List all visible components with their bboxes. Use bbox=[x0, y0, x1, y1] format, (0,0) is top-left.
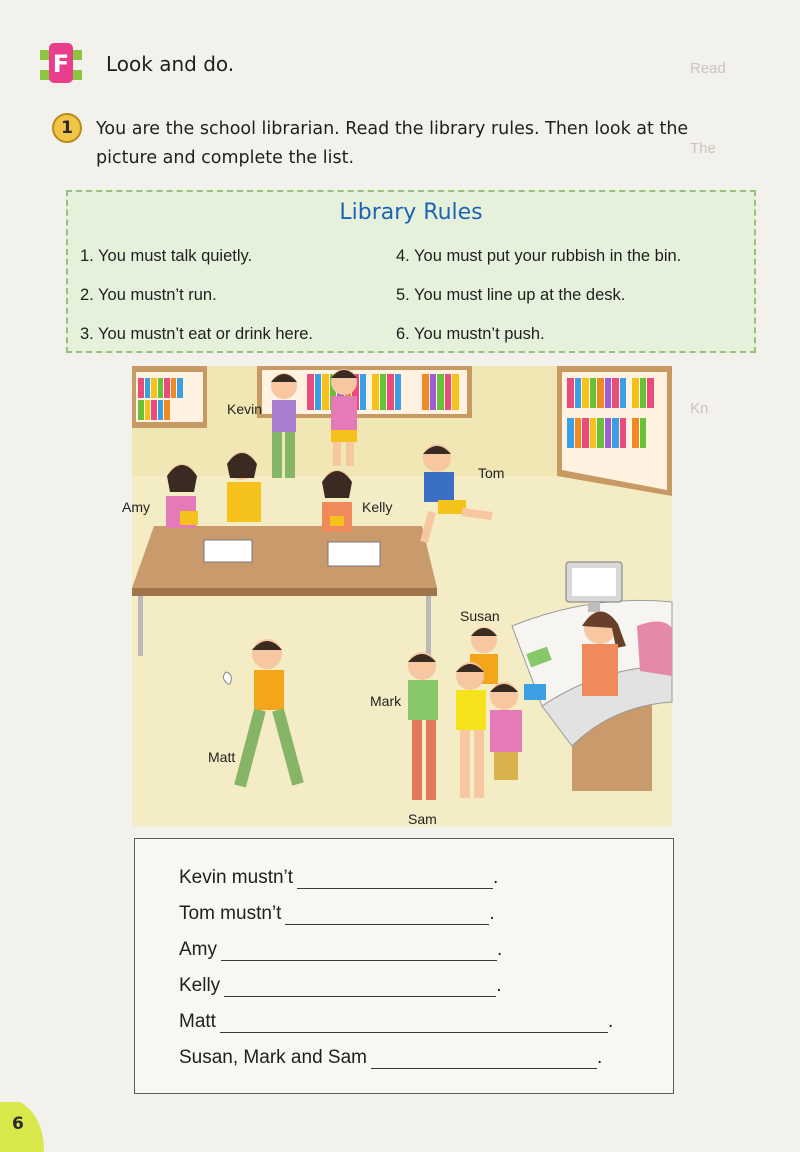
answer-blank[interactable] bbox=[297, 874, 493, 889]
label-sam: Sam bbox=[408, 811, 437, 827]
list-prefix: Susan, Mark and Sam bbox=[179, 1047, 367, 1068]
label-mark: Mark bbox=[370, 693, 402, 709]
rule-4: 4. You must put your rubbish in the bin. bbox=[396, 247, 682, 265]
list-item[interactable]: Kelly . bbox=[179, 975, 502, 996]
label-kevin: Kevin bbox=[227, 401, 263, 417]
page-number: 6 bbox=[12, 1114, 24, 1134]
completion-list-box bbox=[134, 838, 674, 1094]
rules-title: Library Rules bbox=[339, 200, 483, 225]
rule-6: 6. You mustn’t push. bbox=[396, 325, 545, 343]
answer-blank[interactable] bbox=[285, 910, 489, 925]
rule-1: 1. You must talk quietly. bbox=[80, 247, 253, 265]
answer-blank[interactable] bbox=[221, 946, 497, 961]
section-title: Look and do. bbox=[106, 52, 235, 76]
bookshelf-left bbox=[132, 366, 207, 428]
library-illustration bbox=[122, 366, 672, 827]
label-amy: Amy bbox=[122, 499, 150, 515]
library-rules-box bbox=[66, 190, 756, 353]
list-item[interactable]: Tom mustn’t . bbox=[179, 903, 495, 924]
list-prefix: Kelly bbox=[179, 975, 221, 996]
list-prefix: Kevin mustn’t bbox=[179, 867, 294, 888]
girl-talking-figure bbox=[227, 452, 261, 522]
page-corner-decoration bbox=[0, 1102, 50, 1152]
rule-3: 3. You mustn’t eat or drink here. bbox=[80, 325, 313, 343]
list-prefix: Matt bbox=[179, 1011, 216, 1032]
answer-blank[interactable] bbox=[224, 982, 496, 997]
list-prefix: Amy bbox=[179, 939, 217, 960]
answer-blank[interactable] bbox=[371, 1054, 597, 1069]
list-item[interactable]: Susan, Mark and Sam . bbox=[179, 1047, 603, 1068]
rule-2: 2. You mustn’t run. bbox=[80, 286, 217, 304]
list-item[interactable]: Kevin mustn’t . bbox=[179, 867, 499, 888]
list-item[interactable]: Matt . bbox=[179, 1011, 614, 1032]
label-matt: Matt bbox=[208, 749, 236, 765]
rule-5: 5. You must line up at the desk. bbox=[396, 286, 626, 304]
label-kelly: Kelly bbox=[362, 499, 393, 515]
amy-figure bbox=[166, 464, 198, 528]
list-item[interactable]: Amy . bbox=[179, 939, 503, 960]
answer-blank[interactable] bbox=[220, 1018, 608, 1033]
label-susan: Susan bbox=[460, 608, 500, 624]
label-tom: Tom bbox=[478, 465, 505, 481]
section-letter: F bbox=[52, 50, 70, 78]
bookshelf-right bbox=[557, 366, 672, 496]
exercise-instruction: You are the school librarian. Read the library rules. Then look at the picture and complete the list. bbox=[96, 119, 689, 168]
exercise-number: 1 bbox=[52, 113, 82, 143]
section-f-badge bbox=[38, 40, 84, 86]
list-prefix: Tom mustn’t bbox=[179, 903, 282, 924]
